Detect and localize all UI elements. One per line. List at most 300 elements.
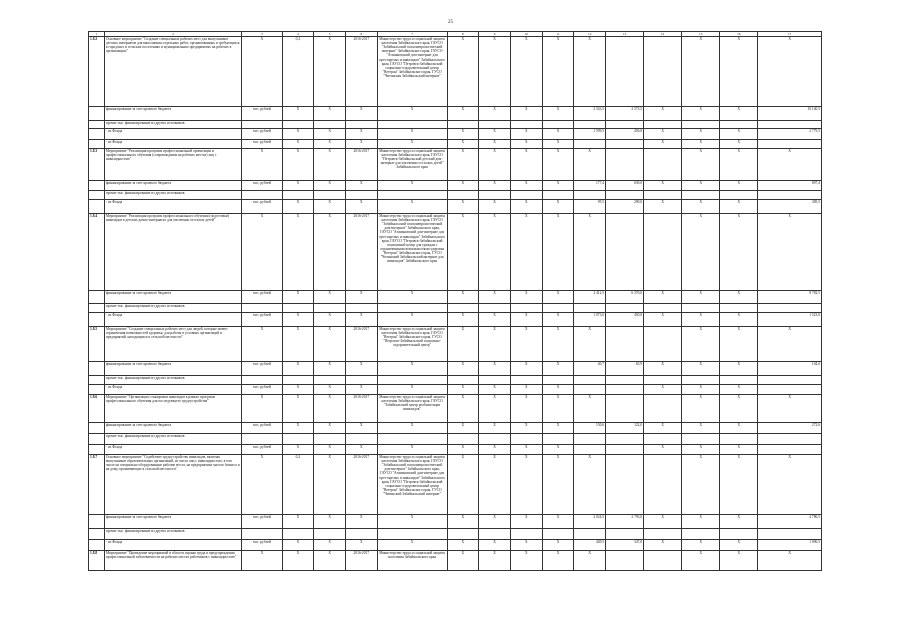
cross-cell: [447, 434, 479, 445]
cross-cell: X: [720, 107, 758, 121]
funding-code: [89, 362, 105, 376]
cross-cell: X: [510, 140, 542, 149]
cross-cell: [345, 191, 377, 200]
funding-unit: [242, 304, 282, 313]
funding-total: 1 523,0: [758, 313, 822, 327]
funding-unit: [242, 529, 282, 540]
funding-label: - из Фонда: [104, 313, 242, 327]
cross-cell: X: [644, 181, 682, 191]
cross-cell: X: [510, 313, 542, 327]
funding-label: - из Фонда: [104, 200, 242, 214]
funding-total: 8 782,5: [758, 291, 822, 304]
cross-cell: X: [282, 445, 314, 455]
funding-row: [89, 291, 822, 304]
cross-cell: X: [377, 423, 447, 434]
funding-value-2017: [606, 140, 644, 149]
activity-row: [89, 455, 822, 515]
activity-code: 1.8.4: [89, 214, 105, 291]
cross-cell: X: [510, 515, 542, 529]
cross-cell: X: [447, 291, 479, 304]
cross-cell: [345, 121, 377, 129]
activity-weight: X: [282, 149, 314, 181]
funding-total: [758, 304, 822, 313]
cross-cell: X: [479, 395, 511, 423]
cross-cell: [510, 434, 542, 445]
cross-cell: [447, 529, 479, 540]
activity-period: 2016-2017: [345, 149, 377, 181]
column-number: 17: [758, 32, 822, 37]
cross-cell: X: [377, 181, 447, 191]
funding-code: [89, 140, 105, 149]
column-number: 13: [606, 32, 644, 37]
cross-cell: [542, 434, 574, 445]
activity-period: 2016-2017: [345, 395, 377, 423]
activity-unit: X: [242, 395, 282, 423]
funding-total: [758, 445, 822, 455]
cross-cell: X: [314, 107, 346, 121]
cross-cell: X: [479, 149, 511, 181]
funding-row: [89, 515, 822, 529]
cross-cell: X: [644, 313, 682, 327]
cross-cell: [314, 191, 346, 200]
cross-cell: [644, 395, 682, 423]
cross-cell: X: [447, 423, 479, 434]
activity-title: Мероприятие "Организация стажировки инвалидов в рамках программ профессионального обучения для последующего трудоустройства": [104, 395, 242, 423]
cross-cell: X: [479, 140, 511, 149]
funding-value-2016: 150,6: [574, 423, 606, 434]
column-number: 9: [479, 32, 511, 37]
cross-cell: X: [479, 313, 511, 327]
cross-cell: [377, 434, 447, 445]
funding-row: [89, 445, 822, 455]
cross-cell: X: [479, 181, 511, 191]
cross-cell: X: [510, 327, 542, 362]
funding-value-2016: [574, 385, 606, 395]
cross-cell: X: [682, 540, 720, 551]
cross-cell: X: [720, 129, 758, 140]
program-activities-table: [88, 31, 822, 571]
cross-cell: [377, 376, 447, 385]
cross-cell: [644, 191, 682, 200]
column-number: 4: [282, 32, 314, 37]
cross-cell: X: [377, 385, 447, 395]
activity-value: X: [314, 214, 346, 291]
activity-executors: Министерство труда и социальной защиты населения Забайкальского края, ГАУСО "Забайкальский психоневрологический интернат" Забайкальского края, ГАУСО "Атамановский дом-интернат для престарелых и инвалидов" Забайкальского края, ГАУСО "Петровск-Забайкальский социально-оздоровительный центр "Ветеран" Забайкальского края, ГУСО "Читинская Забайкальский интернат": [377, 37, 447, 107]
cross-cell: X: [720, 395, 758, 423]
funding-value-2016: [574, 304, 606, 313]
cross-cell: X: [542, 327, 574, 362]
funding-unit: тыс. рублей: [242, 107, 282, 121]
cross-cell: [510, 529, 542, 540]
funding-value-2016: 177,4: [574, 181, 606, 191]
funding-value-2017: 456,0: [606, 129, 644, 140]
column-number: 12: [574, 32, 606, 37]
funding-unit: тыс. рублей: [242, 313, 282, 327]
cross-cell: [377, 121, 447, 129]
funding-row: [89, 434, 822, 445]
cross-cell: X: [314, 423, 346, 434]
cross-cell: [682, 434, 720, 445]
funding-value-2016: 2 543,5: [574, 107, 606, 121]
column-number: 11: [542, 32, 574, 37]
cross-cell: X: [345, 140, 377, 149]
funding-unit: тыс. рублей: [242, 200, 282, 214]
cross-cell: X: [720, 423, 758, 434]
cross-cell: X: [720, 37, 758, 107]
cross-cell: X: [282, 313, 314, 327]
funding-code: [89, 376, 105, 385]
cross-cell: X: [682, 200, 720, 214]
cross-cell: X: [282, 362, 314, 376]
cross-cell: [682, 304, 720, 313]
funding-unit: [242, 191, 282, 200]
funding-code: [89, 445, 105, 455]
cross-cell: X: [682, 423, 720, 434]
column-number: 3: [242, 32, 282, 37]
funding-unit: тыс. рублей: [242, 540, 282, 551]
cross-cell: X: [510, 149, 542, 181]
cross-cell: X: [377, 291, 447, 304]
activity-code: 1.8.6: [89, 395, 105, 423]
cross-cell: X: [682, 455, 720, 515]
activity-unit: X: [242, 149, 282, 181]
cross-cell: X: [720, 291, 758, 304]
cross-cell: [314, 121, 346, 129]
cross-cell: [644, 434, 682, 445]
cross-cell: X: [542, 515, 574, 529]
cross-cell: [447, 191, 479, 200]
cross-cell: [682, 191, 720, 200]
funding-label: прочие тыс. финансирование из других источников: [104, 376, 242, 385]
activity-row: [89, 327, 822, 362]
cross-cell: X: [510, 445, 542, 455]
cross-cell: X: [574, 327, 606, 362]
cross-cell: X: [720, 551, 758, 571]
funding-total: [758, 140, 822, 149]
cross-cell: X: [758, 37, 822, 107]
cross-cell: X: [282, 385, 314, 395]
activity-weight: X: [282, 551, 314, 571]
cross-cell: X: [377, 107, 447, 121]
cross-cell: X: [377, 515, 447, 529]
cross-cell: X: [644, 515, 682, 529]
cross-cell: X: [479, 385, 511, 395]
funding-unit: [242, 434, 282, 445]
cross-cell: X: [644, 423, 682, 434]
cross-cell: [606, 214, 644, 291]
cross-cell: X: [542, 540, 574, 551]
funding-value-2017: [606, 121, 644, 129]
funding-total: 104,6: [758, 362, 822, 376]
cross-cell: X: [345, 385, 377, 395]
cross-cell: X: [510, 540, 542, 551]
funding-value-2017: 630,0: [606, 181, 644, 191]
cross-cell: X: [447, 129, 479, 140]
cross-cell: X: [682, 551, 720, 571]
funding-value-2016: 449,5: [574, 540, 606, 551]
funding-value-2017: 2 793,0: [606, 515, 644, 529]
funding-value-2016: 1 599,5: [574, 129, 606, 140]
cross-cell: [682, 529, 720, 540]
activity-value: X: [314, 395, 346, 423]
cross-cell: X: [644, 362, 682, 376]
cross-cell: [542, 121, 574, 129]
funding-total: 807,4: [758, 181, 822, 191]
funding-code: [89, 181, 105, 191]
funding-value-2017: [606, 445, 644, 455]
cross-cell: X: [644, 385, 682, 395]
funding-row: [89, 200, 822, 214]
cross-cell: X: [479, 200, 511, 214]
activity-row: [89, 37, 822, 107]
funding-value-2017: 63,9: [606, 362, 644, 376]
activity-period: 2016-2017: [345, 455, 377, 515]
cross-cell: [720, 304, 758, 313]
cross-cell: X: [479, 423, 511, 434]
funding-code: [89, 540, 105, 551]
funding-row: [89, 304, 822, 313]
cross-cell: X: [282, 423, 314, 434]
funding-code: [89, 121, 105, 129]
cross-cell: [682, 376, 720, 385]
cross-cell: [479, 191, 511, 200]
cross-cell: X: [644, 445, 682, 455]
cross-cell: [606, 551, 644, 571]
cross-cell: [377, 304, 447, 313]
cross-cell: [720, 376, 758, 385]
cross-cell: [606, 455, 644, 515]
activity-value: X: [314, 327, 346, 362]
cross-cell: X: [682, 129, 720, 140]
funding-value-2016: 40,7: [574, 362, 606, 376]
funding-code: [89, 529, 105, 540]
cross-cell: X: [720, 445, 758, 455]
cross-cell: X: [644, 129, 682, 140]
activity-weight: 0,2: [282, 455, 314, 515]
funding-code: [89, 304, 105, 313]
cross-cell: X: [345, 540, 377, 551]
funding-row: [89, 181, 822, 191]
funding-label: финансирование за счет краевого бюджета: [104, 515, 242, 529]
activity-unit: X: [242, 455, 282, 515]
cross-cell: X: [510, 385, 542, 395]
funding-code: [89, 515, 105, 529]
cross-cell: X: [720, 214, 758, 291]
cross-cell: X: [542, 291, 574, 304]
funding-code: [89, 200, 105, 214]
cross-cell: [644, 149, 682, 181]
funding-total: [758, 529, 822, 540]
cross-cell: X: [682, 313, 720, 327]
cross-cell: [720, 191, 758, 200]
cross-cell: X: [314, 181, 346, 191]
funding-row: [89, 191, 822, 200]
cross-cell: X: [345, 362, 377, 376]
cross-cell: X: [377, 200, 447, 214]
cross-cell: X: [479, 129, 511, 140]
funding-code: [89, 191, 105, 200]
cross-cell: [644, 121, 682, 129]
activity-row: [89, 214, 822, 291]
cross-cell: [479, 529, 511, 540]
cross-cell: X: [345, 515, 377, 529]
cross-cell: X: [720, 181, 758, 191]
cross-cell: X: [345, 313, 377, 327]
cross-cell: X: [542, 181, 574, 191]
cross-cell: X: [447, 540, 479, 551]
cross-cell: X: [758, 551, 822, 571]
cross-cell: X: [644, 107, 682, 121]
cross-cell: X: [345, 291, 377, 304]
cross-cell: [345, 304, 377, 313]
cross-cell: [510, 121, 542, 129]
cross-cell: X: [377, 140, 447, 149]
cross-cell: X: [447, 551, 479, 571]
cross-cell: X: [510, 107, 542, 121]
cross-cell: X: [447, 200, 479, 214]
cross-cell: X: [447, 181, 479, 191]
cross-cell: [479, 376, 511, 385]
cross-cell: X: [510, 395, 542, 423]
cross-cell: X: [682, 395, 720, 423]
cross-cell: [682, 121, 720, 129]
funding-total: 1 096,5: [758, 540, 822, 551]
cross-cell: [606, 149, 644, 181]
funding-unit: тыс. рублей: [242, 362, 282, 376]
funding-total: 10 140,5: [758, 107, 822, 121]
column-number: 5: [314, 32, 346, 37]
activity-code: 1.8.5: [89, 327, 105, 362]
cross-cell: X: [682, 362, 720, 376]
cross-cell: X: [644, 200, 682, 214]
cross-cell: X: [574, 551, 606, 571]
funding-label: - из Фонда: [104, 540, 242, 551]
column-number: 8: [447, 32, 479, 37]
activity-weight: X: [282, 214, 314, 291]
funding-value-2017: 347,0: [606, 540, 644, 551]
cross-cell: X: [314, 515, 346, 529]
funding-total: [758, 121, 822, 129]
activity-weight: 0,2: [282, 37, 314, 107]
cross-cell: [314, 304, 346, 313]
cross-cell: X: [542, 129, 574, 140]
cross-cell: X: [314, 362, 346, 376]
cross-cell: [644, 214, 682, 291]
activity-weight: X: [282, 327, 314, 362]
funding-value-2017: 450,0: [606, 313, 644, 327]
cross-cell: X: [542, 214, 574, 291]
cross-cell: X: [377, 445, 447, 455]
cross-cell: [282, 434, 314, 445]
funding-unit: тыс. рублей: [242, 385, 282, 395]
column-number: 16: [720, 32, 758, 37]
cross-cell: X: [510, 455, 542, 515]
cross-cell: X: [542, 445, 574, 455]
cross-cell: X: [282, 129, 314, 140]
funding-label: финансирование за счет краевого бюджета: [104, 181, 242, 191]
funding-row: [89, 129, 822, 140]
cross-cell: X: [479, 362, 511, 376]
cross-cell: X: [510, 181, 542, 191]
funding-label: - из Фонда: [104, 129, 242, 140]
funding-code: [89, 385, 105, 395]
cross-cell: X: [542, 140, 574, 149]
cross-cell: X: [574, 455, 606, 515]
cross-cell: X: [479, 214, 511, 291]
activity-unit: X: [242, 327, 282, 362]
cross-cell: X: [720, 455, 758, 515]
funding-label: - из Фонда: [104, 140, 242, 149]
funding-unit: тыс. рублей: [242, 423, 282, 434]
cross-cell: [282, 529, 314, 540]
cross-cell: X: [542, 107, 574, 121]
funding-unit: тыс. рублей: [242, 445, 282, 455]
cross-cell: X: [345, 445, 377, 455]
cross-cell: [720, 121, 758, 129]
funding-code: [89, 291, 105, 304]
cross-cell: X: [345, 200, 377, 214]
funding-row: [89, 423, 822, 434]
cross-cell: X: [720, 313, 758, 327]
cross-cell: X: [682, 181, 720, 191]
funding-code: [89, 423, 105, 434]
cross-cell: X: [758, 214, 822, 291]
cross-cell: X: [479, 107, 511, 121]
cross-cell: [510, 376, 542, 385]
cross-cell: X: [542, 551, 574, 571]
cross-cell: X: [542, 423, 574, 434]
cross-cell: X: [479, 37, 511, 107]
column-number: 7: [377, 32, 447, 37]
cross-cell: [644, 551, 682, 571]
funding-row: [89, 140, 822, 149]
cross-cell: X: [542, 313, 574, 327]
funding-label: финансирование за счет краевого бюджета: [104, 362, 242, 376]
cross-cell: X: [510, 291, 542, 304]
cross-cell: X: [447, 445, 479, 455]
activity-value: X: [314, 551, 346, 571]
activity-unit: X: [242, 37, 282, 107]
cross-cell: X: [720, 385, 758, 395]
activity-weight: X: [282, 395, 314, 423]
cross-cell: X: [574, 149, 606, 181]
cross-cell: X: [377, 362, 447, 376]
activity-title: Мероприятие "Проведение мероприятий в области охраны труда и предупреждения профессиональной заболеваемости на рабочих местах работников с инвалидностью": [104, 551, 242, 571]
cross-cell: X: [447, 107, 479, 121]
funding-unit: тыс. рублей: [242, 140, 282, 149]
funding-label: прочие тыс. финансирование из других источников: [104, 304, 242, 313]
cross-cell: X: [447, 455, 479, 515]
funding-value-2017: [606, 529, 644, 540]
funding-value-2016: [574, 376, 606, 385]
funding-unit: [242, 121, 282, 129]
cross-cell: X: [447, 515, 479, 529]
cross-cell: X: [758, 327, 822, 362]
cross-cell: X: [720, 200, 758, 214]
cross-cell: X: [720, 362, 758, 376]
cross-cell: X: [377, 129, 447, 140]
cross-cell: [282, 121, 314, 129]
cross-cell: [377, 529, 447, 540]
cross-cell: X: [510, 423, 542, 434]
cross-cell: [720, 529, 758, 540]
activity-period: 2016-2017: [345, 327, 377, 362]
cross-cell: X: [574, 395, 606, 423]
cross-cell: X: [314, 140, 346, 149]
cross-cell: [479, 434, 511, 445]
cross-cell: X: [447, 37, 479, 107]
cross-cell: X: [574, 37, 606, 107]
